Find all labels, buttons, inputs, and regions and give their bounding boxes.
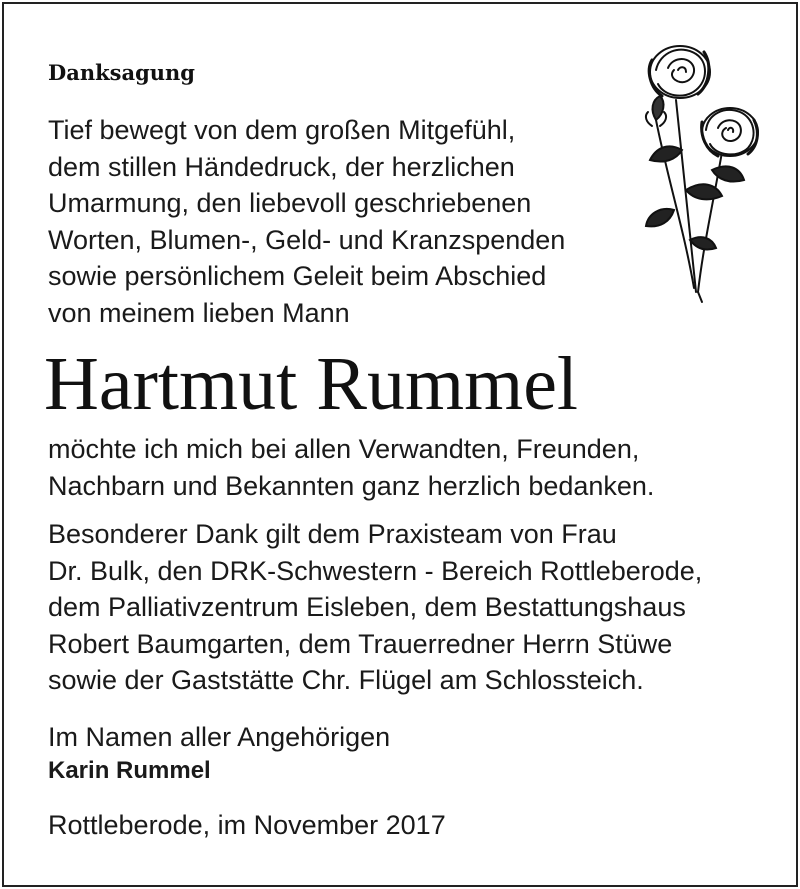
place-date: Rottleberode, im November 2017 bbox=[48, 810, 446, 840]
special-line: Besonderer Dank gilt dem Praxisteam von Frau bbox=[48, 519, 617, 549]
family-line: Im Namen aller Angehörigen bbox=[48, 722, 391, 752]
thanks-line: Nachbarn und Bekannten ganz herzlich bedanken. bbox=[48, 470, 655, 501]
special-line: Robert Baumgarten, dem Trauerredner Herrn Stüwe bbox=[48, 628, 673, 659]
notice-heading: Danksagung bbox=[48, 60, 195, 85]
signer-name: Karin Rummel bbox=[48, 757, 211, 784]
roses-icon bbox=[616, 30, 786, 310]
intro-line: Tief bewegt von dem großen Mitgefühl, bbox=[48, 115, 516, 145]
intro-line: dem stillen Händedruck, der herzlichen bbox=[48, 151, 515, 182]
thanks-paragraph bbox=[48, 431, 768, 504]
deceased-name: Hartmut Rummel bbox=[44, 342, 579, 426]
intro-line: Umarmung, den liebevoll geschriebenen bbox=[48, 188, 532, 218]
special-line: dem Palliativzentrum Eisleben, dem Bestattungshaus bbox=[48, 592, 686, 622]
intro-line: Worten, Blumen-, Geld- und Kranzspenden bbox=[48, 224, 566, 255]
intro-line: von meinem lieben Mann bbox=[48, 297, 350, 328]
thanks-line: möchte ich mich bei allen Verwandten, Freunden, bbox=[48, 434, 640, 464]
special-thanks-paragraph bbox=[48, 516, 778, 699]
intro-paragraph bbox=[48, 112, 638, 331]
special-line: sowie der Gaststätte Chr. Flügel am Schlossteich. bbox=[48, 665, 644, 695]
special-line: Dr. Bulk, den DRK-Schwestern - Bereich Rottleberode, bbox=[48, 555, 703, 586]
obituary-notice bbox=[2, 2, 798, 887]
intro-line: sowie persönlichem Geleit beim Abschied bbox=[48, 261, 547, 291]
